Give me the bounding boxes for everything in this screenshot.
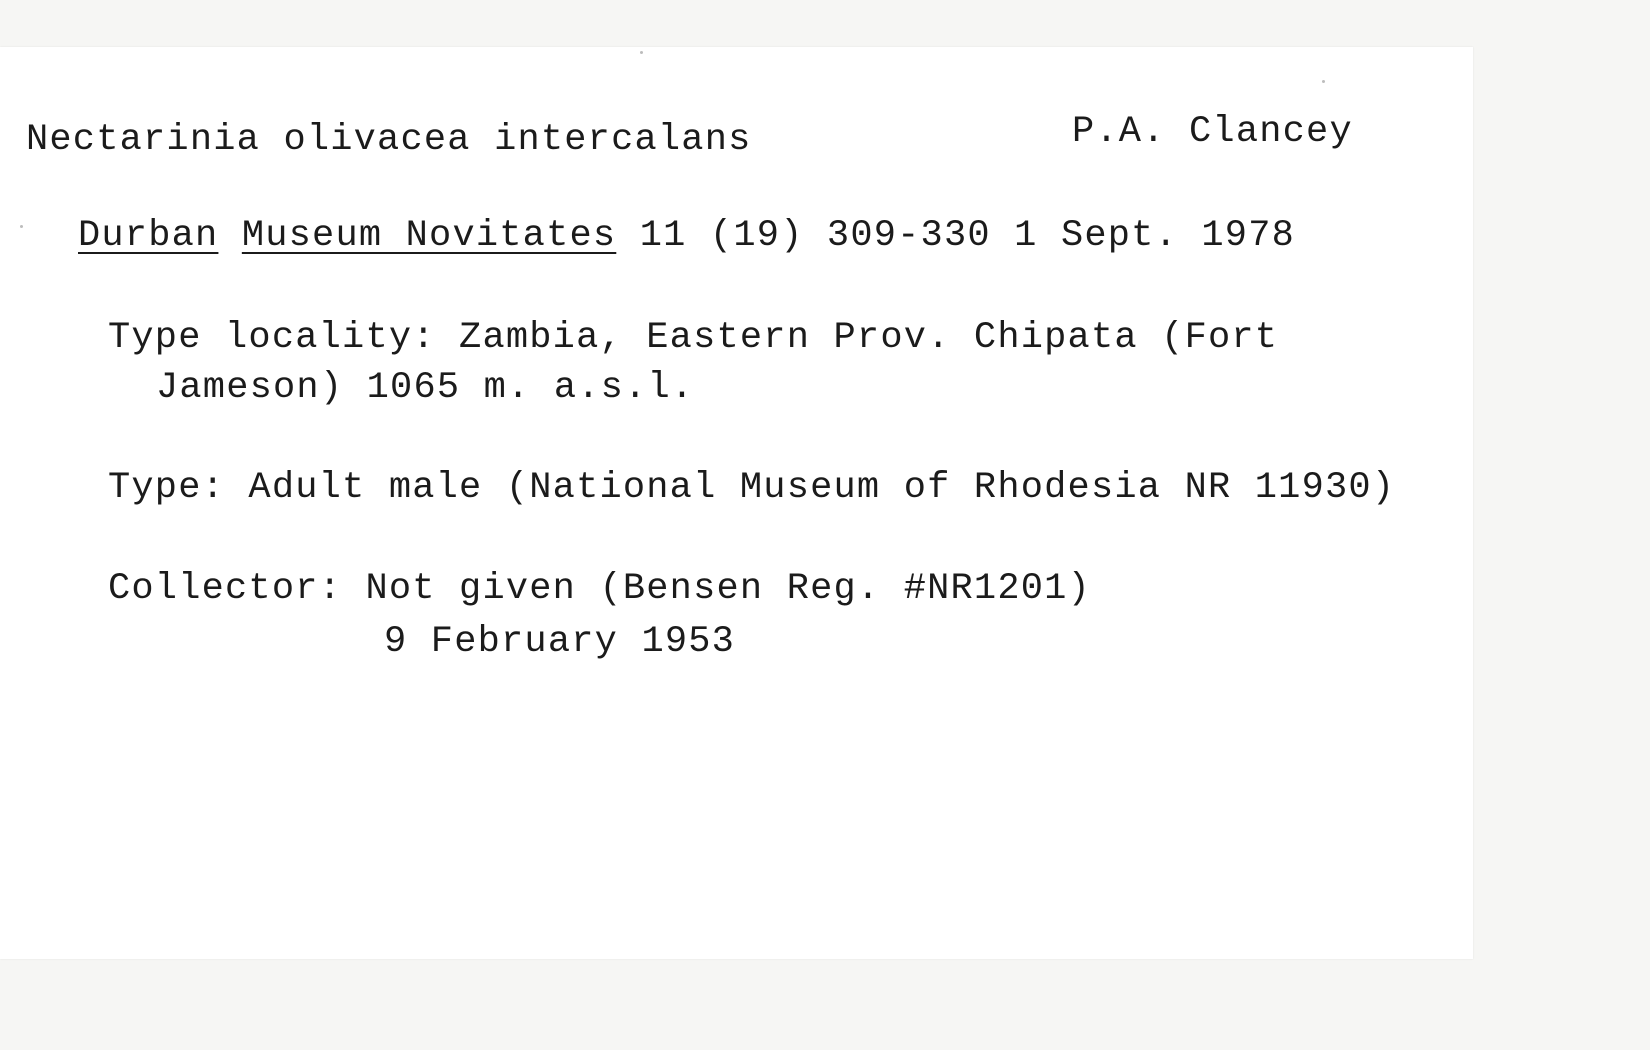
type-locality-line2: Jameson) 1065 m. a.s.l. — [156, 367, 695, 409]
paper-speck — [20, 225, 23, 228]
collector-line1: Collector: Not given (Bensen Reg. #NR1201) — [108, 568, 1091, 610]
citation-line — [78, 215, 1295, 257]
taxon-name: Nectarinia olivacea intercalans — [26, 119, 752, 161]
index-card — [0, 47, 1473, 959]
citation-details: 11 (19) 309-330 1 Sept. 1978 — [639, 215, 1296, 257]
type-locality-line1: Type locality: Zambia, Eastern Prov. Chipata (Fort — [108, 317, 1279, 359]
author-name: P.A. Clancey — [1072, 111, 1353, 153]
collector-date: 9 February 1953 — [384, 621, 736, 663]
type-specimen: Type: Adult male (National Museum of Rhodesia NR 11930) — [108, 467, 1396, 509]
journal-name-part1: Durban — [78, 215, 219, 257]
journal-name-part2: Museum Novitates — [241, 215, 617, 257]
paper-speck — [1322, 80, 1325, 83]
paper-speck — [640, 51, 643, 54]
